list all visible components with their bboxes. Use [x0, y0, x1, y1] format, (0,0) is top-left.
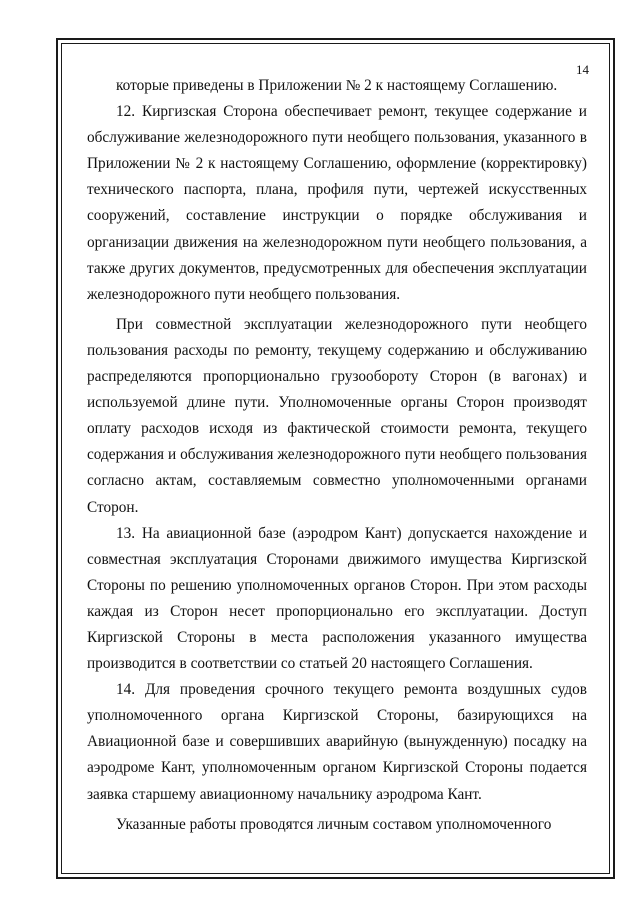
paragraph-item-12: 12. Киргизская Сторона обеспечивает ремонт, текущее содержание и обслуживание железнодорожного пути необщего пользования, указанного в Приложении № 2 к настоящему Соглашению, оформление (корректировку) технического паспорта, плана, профиля пути, чертежей искусственных сооружений, составление инструкции о порядке обслуживания и организации движения на железнодорожном пути необщего пользования, а также других документов, предусмотренных для обеспечения эксплуатации железнодорожного пути необщего пользования.	[87, 103, 587, 303]
paragraph-item-13: 13. На авиационной базе (аэродром Кант) допускается нахождение и совместная эксплуатация Сторонами движимого имущества Киргизской Стороны по решению уполномоченных органов Сторон. При этом расходы каждая из Сторон несет пропорционально его эксплуатации. Доступ Киргизской Стороны в места расположения указанного имущества производится в соответствии со статьей 20 настоящего Соглашения.	[87, 524, 587, 673]
paragraph-works-performed: Указанные работы проводятся личным составом уполномоченного	[116, 815, 552, 833]
paragraph-item-14: 14. Для проведения срочного текущего ремонта воздушных судов уполномоченного органа Киргизской Стороны, базирующихся на Авиационной базе и совершивших аварийную (вынужденную) посадку на аэродроме Кант, уполномоченным органом Киргизской Стороны подается заявка старшему авиационному начальнику аэродрома Кант.	[87, 681, 587, 803]
paragraph-continuation: которые приведены в Приложении № 2 к настоящему Соглашению.	[116, 77, 558, 94]
page-number: 14	[576, 62, 589, 77]
document-body	[87, 73, 587, 838]
paragraph-joint-operation: При совместной эксплуатации железнодорожного пути необщего пользования расходы по ремонту, текущему содержанию и обслуживанию распределяются пропорционально грузообороту Сторон (в вагонах) и используемой длине пути. Уполномоченные органы Сторон производят оплату расходов исходя из фактической стоимости ремонта, текущего содержания и обслуживания железнодорожного пути необщего пользования согласно актам, составляемым совместно уполномоченными органами Сторон.	[87, 315, 587, 516]
